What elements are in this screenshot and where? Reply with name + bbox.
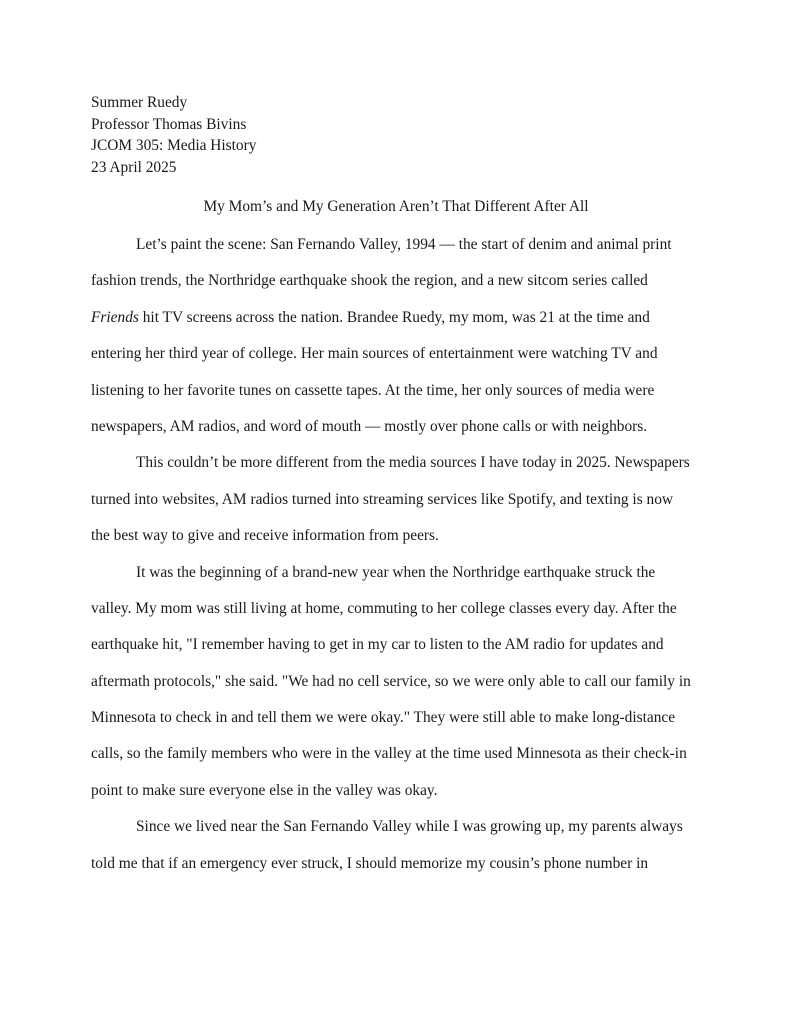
text-line: valley. My mom was still living at home, commuting to her college classes every day. After the: [91, 599, 677, 617]
paragraph-2: [91, 445, 711, 554]
paragraph-4: [91, 809, 711, 882]
text-line: newspapers, AM radios, and word of mouth — mostly over phone calls or with neighbors.: [91, 417, 648, 435]
text-line: point to make sure everyone else in the valley was okay.: [91, 781, 438, 799]
text-line: fashion trends, the Northridge earthquake shook the region, and a new sitcom series called: [91, 272, 648, 290]
text-line: listening to her favorite tunes on cassette tapes. At the time, her only sources of media were: [91, 381, 655, 399]
course-name: JCOM 305: Media History: [91, 137, 257, 155]
text-line: This couldn’t be more different from the media sources I have today in 2025. Newspapers: [136, 454, 690, 472]
essay-date: 23 April 2025: [91, 158, 177, 176]
text-line: aftermath protocols," she said. "We had no cell service, so we were only able to call our family in: [91, 672, 691, 690]
professor-name: Professor Thomas Bivins: [91, 115, 247, 133]
text-line: earthquake hit, "I remember having to get in my car to listen to the AM radio for updates and: [91, 636, 664, 654]
text-line: told me that if an emergency ever struck, I should memorize my cousin’s phone number in: [91, 854, 649, 872]
essay-title: My Mom’s and My Generation Aren’t That Different After All: [203, 198, 589, 215]
show-title-friends: Friends: [91, 308, 139, 326]
text-line: the best way to give and receive information from peers.: [91, 527, 439, 545]
essay-body: [91, 227, 711, 882]
text-line: It was the beginning of a brand-new year when the Northridge earthquake struck the: [136, 563, 656, 581]
paragraph-3: [91, 555, 711, 810]
header-block: [91, 92, 256, 178]
text-line: [91, 300, 711, 336]
text-line: entering her third year of college. Her main sources of entertainment were watching TV and: [91, 345, 658, 363]
text-line: calls, so the family members who were in the valley at the time used Minnesota as their check-in: [91, 745, 687, 763]
text-line: Since we lived near the San Fernando Valley while I was growing up, my parents always: [136, 818, 683, 836]
author-name: Summer Ruedy: [91, 94, 188, 111]
text-line: Let’s paint the scene: San Fernando Valley, 1994 — the start of denim and animal print: [136, 236, 672, 253]
text-line: turned into websites, AM radios turned into streaming services like Spotify, and texting is now: [91, 490, 674, 508]
text-line-rest: hit TV screens across the nation. Brandee Ruedy, my mom, was 21 at the time and: [138, 308, 650, 326]
text-line: Minnesota to check in and tell them we were okay." They were still able to make long-distance: [91, 709, 676, 727]
paragraph-1: [91, 227, 711, 445]
